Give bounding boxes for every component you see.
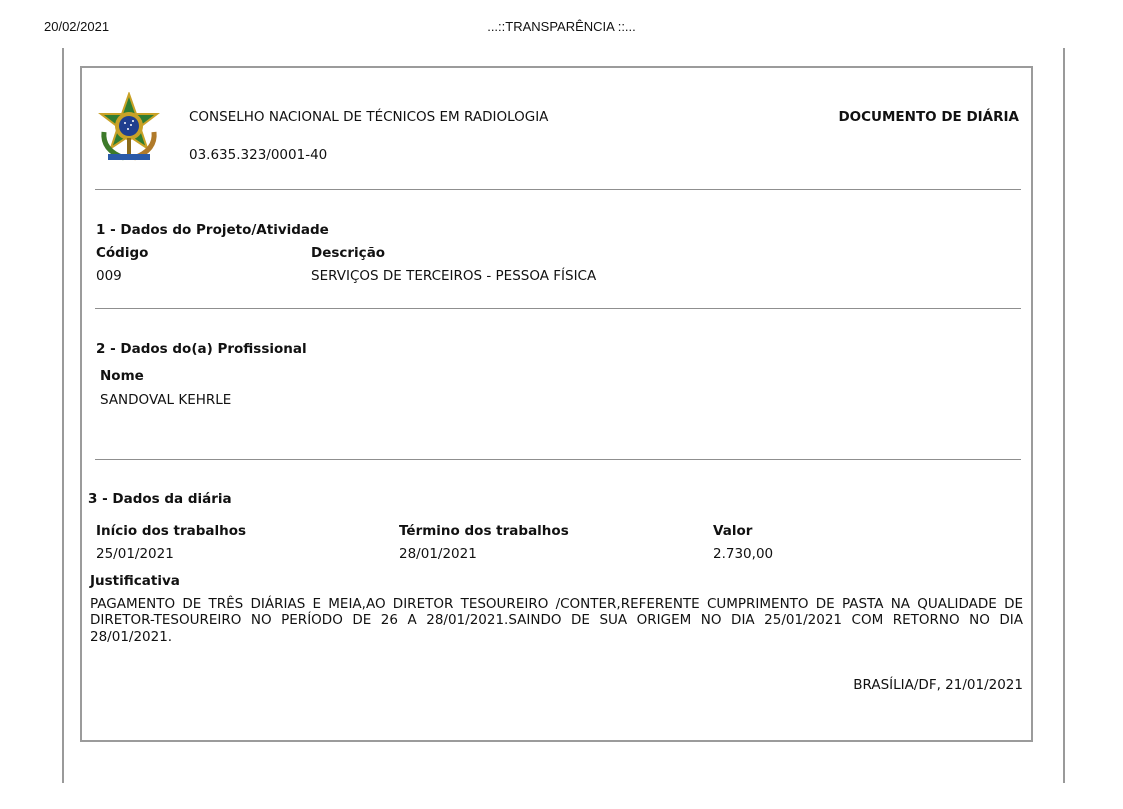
justification-text: PAGAMENTO DE TRÊS DIÁRIAS E MEIA,AO DIRETOR TESOUREIRO /CONTER,REFERENTE CUMPRIMENTO DE PASTA NA QUALIDADE DE DIRETOR-TESOUREIRO NO PERÍODO DE 26 A 28/01/2021.SAINDO DE SUA ORIGEM NO DIA 25/01/2021 COM RETORNO NO DIA 28/01/2021. [90, 596, 1023, 645]
justification-label: Justificativa [90, 573, 180, 589]
divider-header [95, 189, 1021, 190]
organization-name: CONSELHO NACIONAL DE TÉCNICOS EM RADIOLOGIA [189, 109, 549, 125]
value-amount: 2.730,00 [713, 546, 774, 562]
end-date: 28/01/2021 [399, 546, 477, 562]
end-label: Término dos trabalhos [399, 523, 569, 539]
description-label: Descrição [311, 245, 386, 261]
section3-title: 3 - Dados da diária [88, 491, 232, 507]
name-label: Nome [100, 368, 144, 384]
code-label: Código [96, 245, 149, 261]
brazil-coat-of-arms-icon [94, 92, 164, 166]
organization-cnpj: 03.635.323/0001-40 [189, 147, 328, 163]
document-type-title: DOCUMENTO DE DIÁRIA [838, 109, 1019, 125]
start-date: 25/01/2021 [96, 546, 174, 562]
professional-name: SANDOVAL KEHRLE [100, 392, 232, 408]
start-label: Início dos trabalhos [96, 523, 247, 539]
section1-title: 1 - Dados do Projeto/Atividade [96, 222, 329, 238]
value-label: Valor [713, 523, 753, 539]
place-date: BRASÍLIA/DF, 21/01/2021 [853, 677, 1023, 693]
print-date: 20/02/2021 [44, 19, 110, 34]
divider-section1 [95, 308, 1021, 309]
description-value: SERVIÇOS DE TERCEIROS - PESSOA FÍSICA [311, 268, 597, 284]
print-title: ...::TRANSPARÊNCIA ::... [487, 19, 636, 34]
divider-section2 [95, 459, 1021, 460]
left-margin-line [62, 48, 64, 783]
section2-title: 2 - Dados do(a) Profissional [96, 341, 307, 357]
code-value: 009 [96, 268, 122, 284]
right-margin-line [1063, 48, 1065, 783]
